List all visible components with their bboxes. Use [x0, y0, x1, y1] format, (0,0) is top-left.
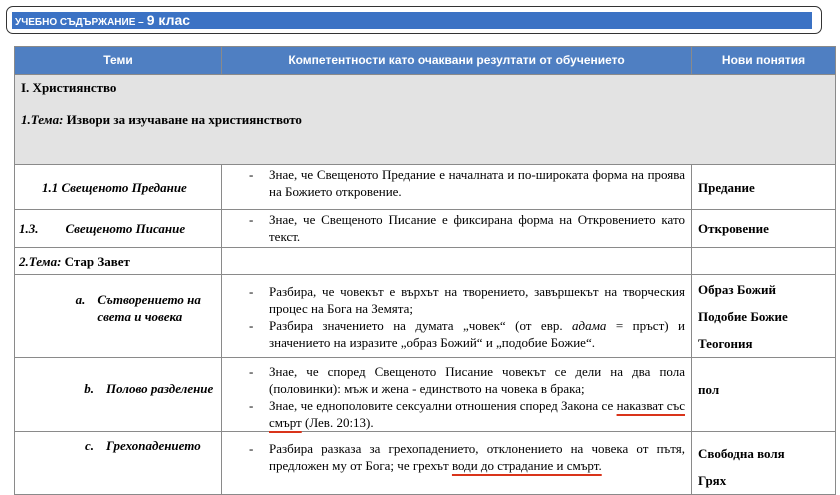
header-topics: Теми — [15, 47, 222, 75]
subtopic-b-label: Полово разделение — [106, 381, 214, 396]
section-heading: I. Християнство — [21, 80, 117, 95]
rc-bullet-1-pre: Разбира разказа за грехопадението, отклонението на човека от пътя, предложен му от Бога; че грехът — [269, 441, 685, 473]
topic-1-3-label: Свещеното Писание — [65, 221, 186, 236]
theme-2-heading — [15, 248, 222, 275]
subtopic-a — [71, 291, 217, 325]
subtopic-c — [71, 437, 217, 454]
subtopic-a-label: Сътворението на света и човека — [97, 292, 201, 324]
concept-svobodna-volya: Свободна воля — [698, 446, 785, 461]
ra-bullet-2-pre: Разбира значението на думата „човек“ (от евр. — [269, 318, 573, 333]
theme-1-prefix: 1.Тема: — [21, 112, 64, 127]
rb-bullet-2-pre: Знае, че еднополовите сексуални отношения според Закона се — [269, 398, 617, 413]
table-row — [15, 210, 836, 248]
ra-bullet-2 — [246, 317, 685, 351]
table-row — [15, 248, 836, 275]
header-concepts: Нови понятия — [692, 47, 836, 75]
rb-bullet-2 — [246, 397, 685, 431]
subtopic-c-letter: c. — [84, 438, 94, 453]
topic-1-3-num: 1.3. — [19, 221, 39, 236]
theme-2-title: Стар Завет — [61, 253, 130, 269]
topic-1-3 — [15, 210, 222, 248]
concept-teogonia: Теогония — [698, 336, 753, 351]
concept-otkrovenie: Откровение — [692, 210, 836, 248]
rb-underlined-phrase: наказват със смърт — [269, 398, 685, 430]
theme-1-heading — [21, 111, 829, 128]
table-row — [15, 432, 836, 495]
subtopic-b — [71, 380, 217, 397]
r1-bullet: - Знае, че Свещеното Предание е началната и по-широката форма на проява на Божието откровение. — [246, 166, 685, 200]
rc-underlined-phrase: води до страдание и смърт. — [451, 458, 602, 473]
header-competencies: Компетентности като очаквани резултати от обучението — [222, 47, 692, 75]
concept-grjah: Грях — [698, 473, 727, 488]
table-row — [15, 275, 836, 358]
grade-label: 9 клас — [146, 12, 191, 28]
subtopic-b-letter: b. — [84, 381, 94, 396]
theme-1-title: Извори за изучаване на християнството — [63, 112, 302, 127]
concept-pol: пол — [692, 358, 836, 432]
table-row — [15, 165, 836, 210]
section-row — [15, 75, 836, 165]
topic-1-1: 1.1 Свещеното Предание — [15, 165, 222, 210]
table-row — [15, 358, 836, 432]
title-text: УЧЕБНО СЪДЪРЖАНИЕ – — [15, 17, 144, 28]
rb-bullet-1: - Знае, че според Свещеното Писание човекът се дели на два пола (половинки): мъж и жена - единството на човека в брака; — [246, 363, 685, 397]
ra-bullet-2-post: = пръст) и значението на изразите „образ Божий“ и „подобие Божие“. — [269, 318, 685, 350]
rb-bullet-2-post: (Лев. 20:13). — [301, 415, 374, 430]
subtopic-a-letter: a. — [75, 292, 86, 307]
concept-predanie: Предание — [692, 165, 836, 210]
curriculum-table — [14, 46, 836, 495]
r2-bullet: - Знае, че Свещеното Писание е фиксирана форма на Откровението като текст. — [246, 211, 685, 245]
document-title — [15, 13, 190, 30]
rc-bullet-1 — [246, 440, 685, 474]
ra-bullet-2-word: адама — [572, 318, 607, 333]
ra-bullet-1: - Разбира, че човекът е върхът на творението, завършекът на творческия процес на Бога на Земята; — [246, 283, 685, 317]
concept-podobie-bozhie: Подобие Божие — [698, 309, 788, 324]
theme-2-prefix: 2.Тема: — [19, 253, 62, 269]
subtopic-c-label: Грехопадението — [106, 438, 201, 453]
concept-obraz-bozhiy: Образ Божий — [698, 282, 776, 297]
